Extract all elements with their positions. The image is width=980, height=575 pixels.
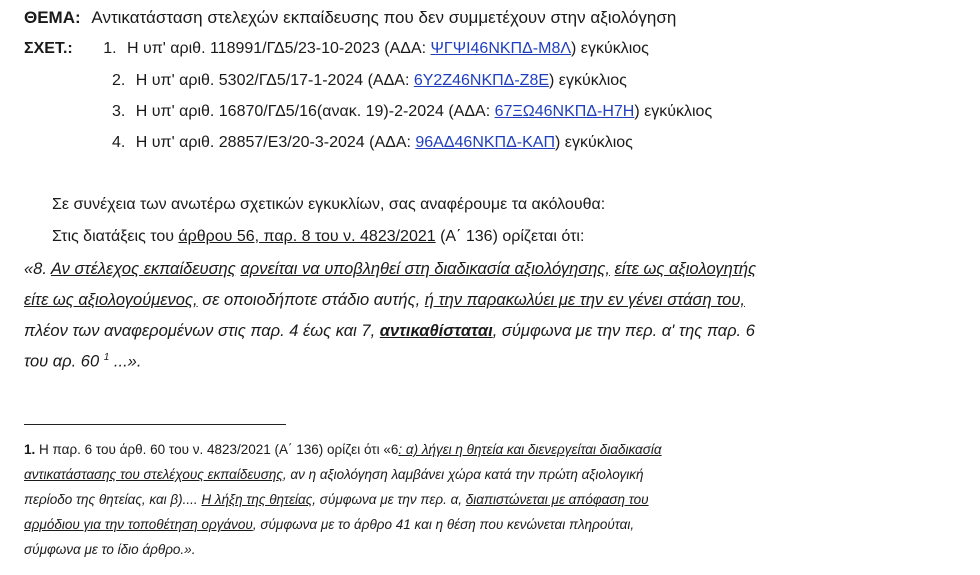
reference-text: Η υπ' αριθ. 16870/ΓΔ5/16(ανακ. 19)-2-2024 (ΑΔΑ:	[135, 103, 495, 120]
reference-item	[112, 72, 627, 90]
footnote-text: Η παρ. 6 του άρθ. 60 του ν. 4823/2021 (Α΄ 136) ορίζει ότι «6	[35, 442, 399, 457]
quote-line	[24, 291, 745, 310]
quote-text: πλέον των αναφερομένων στις παρ. 4 έως και 7,	[24, 322, 380, 340]
body-text: Στις διατάξεις του	[52, 228, 179, 245]
reference-item	[112, 103, 712, 121]
footnote-underlined: : α) λήγει η θητεία και διενεργείται διαδικασία	[398, 442, 662, 457]
footnote-marker[interactable]: 1	[103, 352, 110, 363]
reference-num: 2.	[112, 72, 126, 89]
reference-item	[24, 40, 649, 58]
quote-underlined: αρνείται να υποβληθεί στη διαδικασία αξιολόγησης,	[240, 260, 610, 278]
body-paragraph: Σε συνέχεια των ανωτέρω σχετικών εγκυκλίων, σας αναφέρουμε τα ακόλουθα:	[52, 196, 606, 213]
ada-link[interactable]: 67ΞΩ46ΝΚΠΔ-Η7Η	[494, 103, 635, 120]
footnote-text: , αν η αξιολόγηση λαμβάνει χώρα κατά την πρώτη αξιολογική	[282, 467, 644, 482]
footnote-line: σύμφωνα με το ίδιο άρθρο.».	[24, 542, 196, 557]
subject-line	[24, 8, 676, 28]
reference-text: ) εγκύκλιος	[634, 103, 713, 120]
footnote-line	[24, 492, 649, 507]
quote-line	[24, 260, 756, 279]
quote-line	[24, 352, 141, 372]
footnote-underlined: διαπιστώνεται με απόφαση του	[465, 492, 649, 507]
quote-text: «8.	[24, 260, 51, 278]
ada-link[interactable]: ΨΓΨΙ46ΝΚΠΔ-Μ8Λ	[430, 40, 572, 57]
quote-text: ...».	[109, 352, 142, 371]
quote-underlined: είτε ως αξιολογητής	[614, 260, 757, 278]
subject-text: Αντικατάσταση στελεχών εκπαίδευσης που δεν συμμετέχουν στην αξιολόγηση	[91, 8, 677, 27]
footnote-line	[24, 442, 662, 457]
footnote-number: 1.	[24, 442, 36, 457]
body-paragraph	[52, 228, 584, 246]
footnote-underlined: αρμόδιου για την τοποθέτηση οργάνου	[24, 517, 253, 532]
reference-text: Η υπ' αριθ. 118991/ΓΔ5/23-10-2023 (ΑΔΑ:	[126, 40, 431, 57]
reference-num: 1.	[103, 40, 117, 57]
quote-text: , σύμφωνα με την περ. α' της παρ. 6	[492, 322, 755, 340]
body-text: (Α΄ 136) ορίζεται ότι:	[435, 228, 585, 245]
subject-label: ΘΕΜΑ:	[24, 8, 81, 27]
reference-text: ) εγκύκλιος	[571, 40, 649, 57]
footnote-separator	[24, 424, 286, 425]
reference-text: Η υπ' αριθ. 28857/Ε3/20-3-2024 (ΑΔΑ:	[135, 134, 416, 151]
law-reference: άρθρου 56, παρ. 8 του ν. 4823/2021	[178, 228, 436, 245]
quote-emphasis: αντικαθίσταται	[379, 322, 493, 340]
quote-underlined: ή την παρακωλύει με την εν γένει στάση του,	[424, 291, 745, 309]
footnote-line	[24, 517, 634, 532]
footnote-text: περίοδο της θητείας, και β)....	[24, 492, 198, 507]
footnote-underlined: Η λήξη της θητείας	[201, 492, 313, 507]
reference-item	[112, 134, 633, 152]
ada-link[interactable]: 6Υ2Ζ46ΝΚΠΔ-Ζ8Ε	[413, 72, 550, 89]
reference-num: 3.	[112, 103, 126, 120]
footnote-line	[24, 467, 644, 482]
footnote-text: , σύμφωνα με την περ. α,	[312, 492, 466, 507]
footnote-text: , σύμφωνα με το άρθρο 41 και η θέση που κενώνεται πληρούται,	[252, 517, 635, 532]
quote-line	[24, 322, 755, 341]
quote-underlined: Αν στέλεχος εκπαίδευσης	[50, 260, 236, 278]
reference-text: ) εγκύκλιος	[555, 134, 633, 151]
quote-text: του αρ. 60	[24, 352, 100, 371]
quote-text: σε οποιοδήποτε στάδιο αυτής,	[197, 291, 425, 309]
reference-num: 4.	[112, 134, 126, 151]
ada-link[interactable]: 96ΑΔ46ΝΚΠΔ-ΚΑΠ	[415, 134, 556, 151]
reference-text: ) εγκύκλιος	[549, 72, 627, 89]
quote-underlined: είτε ως αξιολογούμενος,	[24, 291, 198, 309]
footnote-underlined: αντικατάστασης του στελέχους εκπαίδευσης	[24, 467, 283, 482]
reference-text: Η υπ' αριθ. 5302/ΓΔ5/17-1-2024 (ΑΔΑ:	[135, 72, 414, 89]
references-label: ΣΧΕΤ.:	[24, 40, 73, 57]
